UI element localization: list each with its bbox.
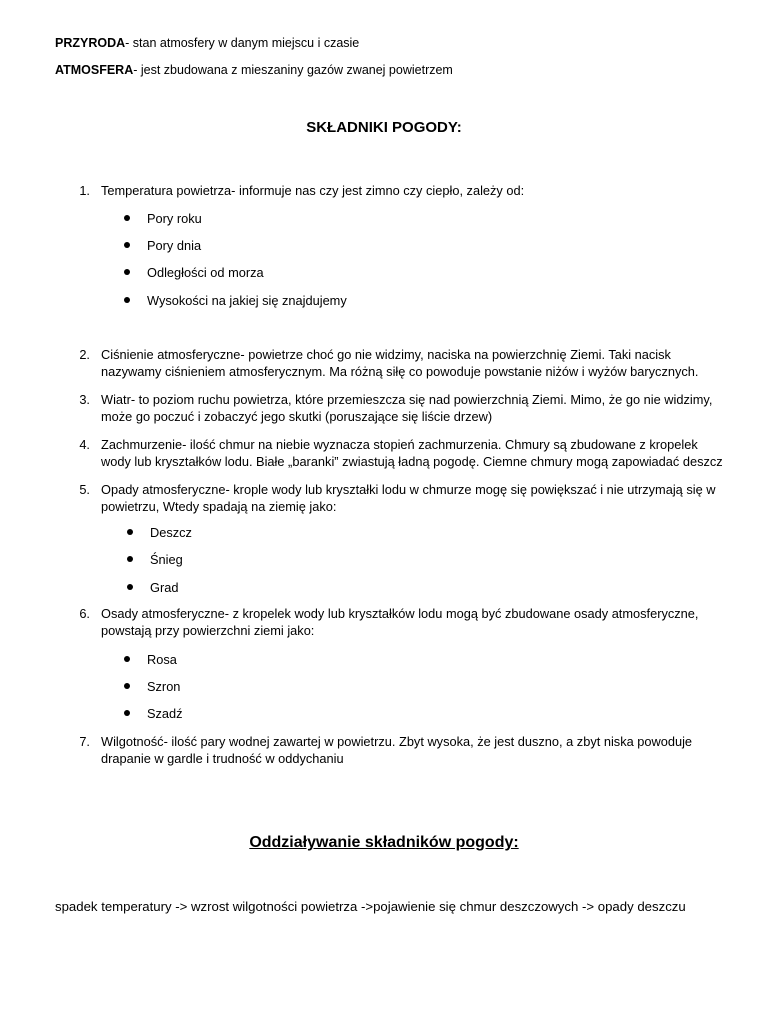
list-item-line: Wiatr- to poziom ruchu powietrza, które przemieszcza się nad powierzchnią Ziemi. Mimo, że go nie widzimy,	[101, 392, 713, 407]
definition-term: ATMOSFERA	[55, 63, 134, 77]
definition-term: PRZYRODA	[55, 36, 126, 50]
definition-atmosfera	[55, 62, 453, 78]
list-item-number: 2.	[79, 347, 90, 362]
bullet-icon	[124, 269, 130, 275]
list-item-line: może go poczuć i zobaczyć jego skutki (poruszające się liście drzew)	[101, 409, 493, 424]
bullet-icon	[124, 656, 130, 662]
list-item-line: powietrzu, Wtedy spadają na ziemię jako:	[101, 499, 337, 514]
list-item-line: Temperatura powietrza- informuje nas czy jest zimno czy ciepło, zależy od:	[101, 183, 525, 198]
definition-text: - stan atmosfery w danym miejscu i czasie	[125, 36, 360, 50]
bullet-text: Szadź	[147, 706, 183, 721]
section-heading-skladniki: SKŁADNIKI POGODY:	[306, 119, 462, 136]
list-item-number: 3.	[79, 392, 90, 407]
bullet-text: Grad	[150, 580, 179, 595]
list-item-line: drapanie w gardle i trudność w oddychaniu	[101, 751, 344, 766]
list-item-line: powstają przy powierzchni ziemi jako:	[101, 623, 315, 638]
bullet-text: Pory dnia	[147, 238, 202, 253]
bullet-icon	[124, 215, 130, 221]
list-item-line: Zachmurzenie- ilość chmur na niebie wyznacza stopień zachmurzenia. Chmury są zbudowane z kropelek	[101, 437, 698, 452]
bullet-icon	[127, 556, 133, 562]
list-item-number: 7.	[79, 734, 90, 749]
list-item-line: wody lub kryształków lodu. Białe „baranki” zwiastują ładną pogodę. Ciemne chmury mogą zapowiadać deszcz	[101, 454, 723, 469]
weather-chain-text: spadek temperatury -> wzrost wilgotności powietrza ->pojawienie się chmur deszczowych -> opady deszczu	[55, 899, 686, 914]
bullet-icon	[127, 584, 133, 590]
list-item-line: nazywamy ciśnieniem atmosferycznym. Ma różną siłę co powoduje powstanie niżów i wyżów barycznych.	[101, 364, 699, 379]
bullet-icon	[124, 242, 130, 248]
definition-przyroda	[55, 35, 359, 51]
bullet-text: Szron	[147, 679, 181, 694]
list-item-number: 5.	[79, 482, 90, 497]
bullet-text: Wysokości na jakiej się znajdujemy	[147, 293, 347, 308]
list-item-line: Opady atmosferyczne- krople wody lub kryształki lodu w chmurze mogę się powiększać i nie utrzymają się w	[101, 482, 716, 497]
list-item-line: Ciśnienie atmosferyczne- powietrze choć go nie widzimy, naciska na powierzchnię Ziemi. Taki nacisk	[101, 347, 671, 362]
bullet-icon	[124, 710, 130, 716]
list-item-number: 1.	[79, 183, 90, 198]
list-item-number: 6.	[79, 606, 90, 621]
bullet-text: Rosa	[147, 652, 177, 667]
list-item-line: Wilgotność- ilość pary wodnej zawartej w powietrzu. Zbyt wysoka, że jest duszno, a zbyt niska powoduje	[101, 734, 693, 749]
bullet-icon	[127, 529, 133, 535]
bullet-icon	[124, 297, 130, 303]
bullet-text: Deszcz	[150, 525, 192, 540]
bullet-icon	[124, 683, 130, 689]
bullet-text: Pory roku	[147, 211, 202, 226]
bullet-text: Śnieg	[150, 552, 183, 567]
section-heading-oddzialywanie: Oddziaływanie składników pogody:	[249, 834, 519, 851]
list-item-number: 4.	[79, 437, 90, 452]
definition-text: - jest zbudowana z mieszaniny gazów zwanej powietrzem	[133, 63, 453, 77]
bullet-text: Odległości od morza	[147, 265, 264, 280]
list-item-line: Osady atmosferyczne- z kropelek wody lub kryształków lodu mogą być zbudowane osady atmosferyczne,	[101, 606, 699, 621]
